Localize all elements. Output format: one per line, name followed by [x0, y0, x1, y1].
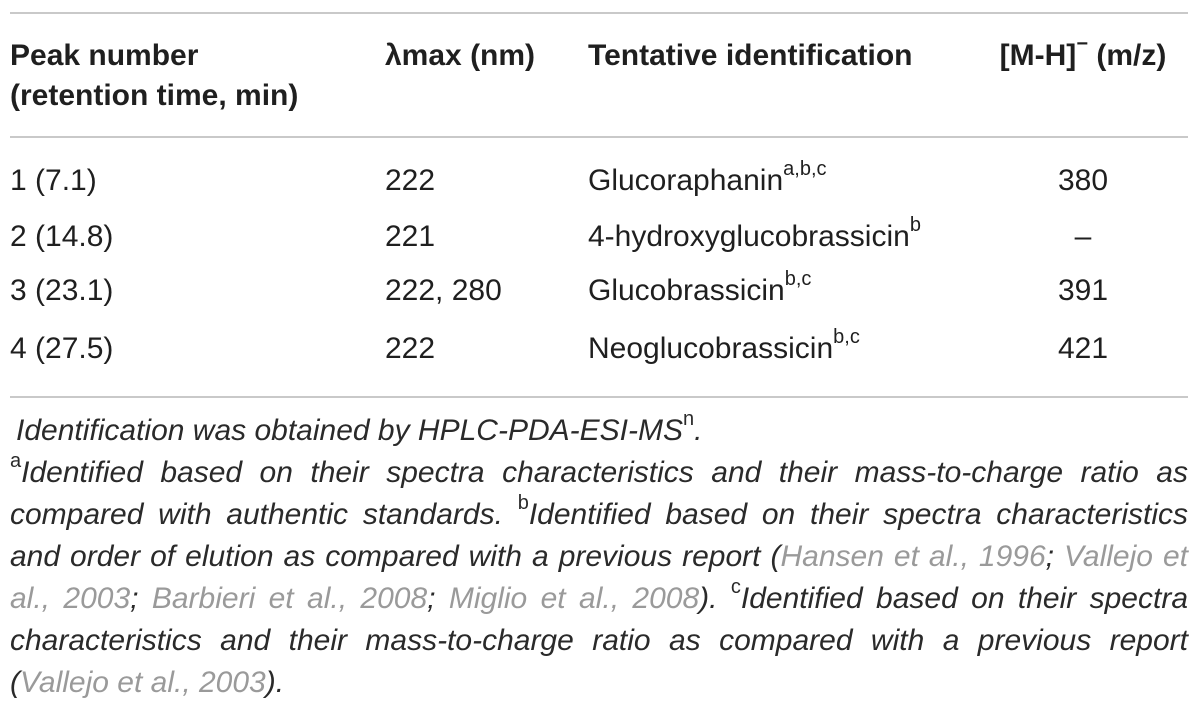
citation-link[interactable]: Vallejo et al., 2003: [10, 540, 1188, 615]
footnote-marks: a,b,c: [783, 158, 827, 180]
method-note-end: .: [694, 414, 703, 447]
table-row: [10, 210, 1188, 264]
header-peak-number: [10, 14, 385, 136]
header-peak-line2: (retention time, min): [10, 79, 299, 112]
footnote-c-mark: c: [730, 576, 741, 598]
citation-separator: ;: [427, 582, 449, 615]
header-identification: [588, 14, 978, 136]
citation-link[interactable]: Vallejo et al., 2003: [20, 666, 266, 699]
footnotes-paragraph: [10, 452, 1188, 704]
footnote-marks: b,c: [784, 268, 812, 290]
footnote-b-text: Identified based on their spectra characteristics and order of elution as compared with a previous report (: [10, 498, 1188, 573]
header-peak-line1: Peak number: [10, 39, 199, 72]
citation-separator: ).: [699, 582, 731, 615]
table-document: [10, 12, 1188, 704]
peak-cell: 4 (27.5): [10, 332, 114, 365]
header-mass: [978, 14, 1188, 136]
identification-cell: [588, 318, 978, 396]
mz-cell: 380: [1057, 164, 1109, 197]
lambda-cell: 222: [385, 332, 436, 365]
footnote-marks: b,c: [833, 326, 860, 348]
lambda-cell: 222: [385, 164, 436, 197]
citation-link[interactable]: Miglio et al., 2008: [448, 582, 700, 615]
identification-cell: [588, 264, 978, 318]
table-row: [10, 318, 1188, 396]
citation-link[interactable]: Barbieri et al., 2008: [151, 582, 428, 615]
peak-cell: 2 (14.8): [10, 220, 114, 253]
method-note: [10, 410, 1188, 452]
table-row: [10, 264, 1188, 318]
table-row: [10, 138, 1188, 210]
identification-cell: [588, 210, 978, 264]
header-lambda-max: [385, 14, 588, 136]
lambda-cell: 221: [385, 220, 436, 253]
peak-cell: 1 (7.1): [10, 164, 97, 197]
compound-name: Neoglucobrassicin: [588, 332, 834, 365]
citation-link[interactable]: Hansen et al., 1996: [780, 540, 1046, 573]
header-identification-text: Tentative identification: [588, 39, 913, 72]
header-mass-unit: (m/z): [1088, 39, 1167, 72]
compound-name: Glucoraphanin: [588, 164, 784, 197]
footnote-a-text: Identified based on their spectra characteristics and their mass-to-charge ratio as compared with authentic standards.: [10, 456, 1188, 531]
compound-name: 4-hydroxyglucobrassicin: [588, 220, 910, 253]
footnote-a-mark: a: [10, 450, 22, 472]
identification-cell: [588, 138, 978, 210]
method-note-text: Identification was obtained by HPLC-PDA-ESI-MS: [16, 414, 683, 447]
peak-cell: 3 (23.1): [10, 274, 114, 307]
method-note-sup: n: [682, 408, 695, 430]
lambda-cell: 222, 280: [385, 274, 502, 307]
mz-cell: 391: [1057, 274, 1109, 307]
header-row: [10, 14, 1188, 136]
table-body: [10, 138, 1188, 396]
compound-name: Glucobrassicin: [588, 274, 785, 307]
glucosinolate-table: [10, 14, 1188, 136]
citation-separator: ;: [130, 582, 152, 615]
header-lambda-text: λmax (nm): [385, 39, 536, 72]
header-mass-text: [M-H]: [999, 39, 1077, 72]
table-footnotes: [10, 398, 1188, 704]
citation-separator: ;: [1045, 540, 1065, 573]
footnote-c-end: ).: [265, 666, 285, 699]
footnote-marks: b: [909, 214, 921, 236]
footnote-b-mark: b: [517, 492, 529, 514]
footnote-c-text: Identified based on their spectra characteristics and their mass-to-charge ratio as compared with a previous report (: [10, 582, 1189, 699]
header-mass-sup: −: [1076, 33, 1088, 55]
mz-cell: 421: [1057, 332, 1109, 365]
mz-cell: –: [1074, 220, 1092, 253]
